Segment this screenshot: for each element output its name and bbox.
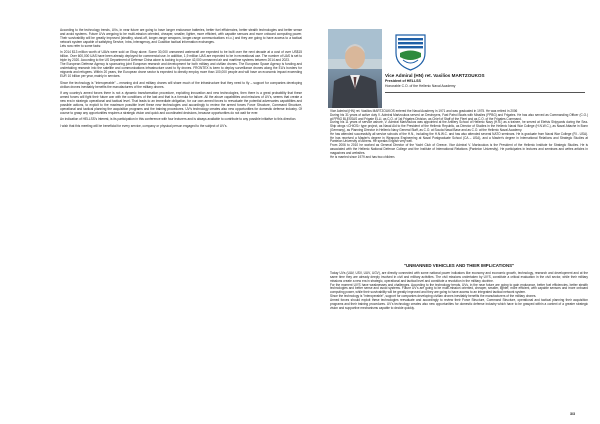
bio-affiliation: Honorable C.O. of the Hellenic Naval Academy (385, 84, 456, 88)
bio-paragraph: Vice Admiral (HN) ret. Vasilios MARTZOUKOS entered the Naval Academy in 1971 and was graduated in 1975. He was retired in 2006 During his 31 years of active duty V. Admiral Martzoukos served on Destroyers, Fast Patrol Boats with Missiles (FPBG) and Frigates. He has also served as Commanding Officer (C.O.) at FPBG BLESSAS and Frigate ELLI, as C.O. of 1st Frigates Division, as Chief of Staff of the Fleet and as C.O. of the Frigates Command. During his 11 years of service ashore, V. Admiral Martzoukos was appointed at the Artillery School of Hellenic Navy (H.N.) as a trainee, he served at Elefsis Shipyards during the Sea-Ship wings <CHIOS> type project, as Naval Aid to the President of the Hellenic Republic, as Director of Studies in the Hellenic Naval War College (H.N.W.C.), as Naval Attache in Bonn (Germany), as Planning Director in Hellenic Navy General Staff, as C.O. at Souda Naval Base and as C.O. at the Hellenic Naval Academy. He has attended successfully all service schools of the H.N., including the H.N.W.C. and has also attended several NATO seminars. He is graduate from Naval War College (RI - USA). He has received a Master's degree in Weapons Engineering at Naval Postgraduate School (CA – USA), and a Master's degree in International Relations and Strategic Studies at Panteion University of Athens. He speaks English very well. From 2006 to 2010 he worked as General Director of the Yacht Club of Greece. Vice Admiral V. Martzoukos is the President of the Hellenic Institute for Strategic Studies. He is associated with the Hellenic National Defence College and the Institute of International Relations (Panteion University). He participates in lectures and seminars and writes articles in magazines and websites. He is married since 1979 and has two children. (330, 109, 588, 159)
portrait-illustration (328, 29, 382, 108)
left-paragraph-2: In 2014 $13 million worth of UAVs were sold on Ebay alone. Some 30,000 unmanned watercraft are expected to be built over the next decade at a cost of over US$15 billion. Over 600,000 UAS have been already deployed for commercial use. In addition, 1,9 million UAS are expected to be in recreational use. The number of UAS is set to triple by 2020. According to the US Department of Defense China alone is looking to produce 42,000 unmanned air and maritime systems between 2014 and 2023. The European Defense Agency is sponsoring joint European research and development for both military and civilian drones. The European Space Agency is funding and undertaking research into the satellite and communications infrastructure used to fly drones. FRONTEX is keen to deploy surveillance drones along the EU's borders for migrants and refugees. Within 20 years, the European drone sector is expected to directly employ more than 100,000 people and will have an economic impact exceeding EUR 10 billion per year, mainly in services. (60, 50, 302, 79)
article-title: "UNMANNED VEHICLES AND THEIR IMPLICATIONS" (403, 263, 515, 268)
left-paragraph-1: According to the technology trends, UVs, in near future are going to have longer endurance batteries, better fuel efficiencies, better stealth technologies and better sense and avoid systems. Future UVs aregoing to be multi-mission oriented, cheaper, smaller, lighter, more efficient, with capable sensors and more onboard computing power. Their survivability will be greatly improved (stealthy, stand-off, longer-range weapons, longer-range communications e.t.c.) and they are going to have access to a tactical network system capable of satisfying Service, Intra, Interagency, and Coalition tactical information exchanges. Lets now refer to some facts: (60, 28, 302, 48)
left-column (60, 29, 302, 132)
bio-divider (385, 92, 585, 93)
bio-text (330, 110, 588, 162)
left-paragraph-4: If any country's armed forces there is not a dynamic transformation procedure, exploiting innovation and new technologies, then there is a great probability that these armed forces will fight their future war with the conditions of the last and that is a formula for failure. All the above capabilities and missions of UV's, seems that create a new era in strategic operational and tactical level. That leads to an immediate obligation, for our own armed forces to reevaluate the potential adversaries capabilities and possible actions, to exploit to the maximum possible level these new technologies and accordingly to review the armed forces Force Structure, Command Structure, operational and tactical planning the acquisition programs and the training procedures. UV's technology creates also new opportunities for domestic defense industry. Of course to grasp any opportunities requires a strategic vision and quick and coordinated decisions, because opportunities do not wait for ever. (60, 91, 302, 115)
article-paragraph: Today UVs (UAV, USV, UUV, UGV), are directly connected with some national power indicators like economy and economic growth, technology, research and development and at the same time they are already deeply involved in civil and military activities. The civil missions undertaken by UV'S, constitute a critical evaluation in the civil sector, while their military missions create a new era in strategic, operational and tactical level and constitute a revolution in the military doctrine. For the moment UV'S have weaknesses and challenges. According to the technology trends, UVs, in the near future are going to gain endurance, better fuel efficiencies, better stealth technologies and better sense and avoid systems. Future UV's are going to be multi-mission oriented, cheaper, smaller, lighter, more efficient, with capable sensors and more onboard computing power, while their survivability will be greatly improved and they are going to have access to an integrated tactical network system. Since the technology is "interoperable", support for companies developing civilian drones inevitably benefits the manufacturers of the military drones. Armed forces should exploit these technologies reevaluate and accordingly to review their Force Structure, Command Structure, operational and tactical planning their acquisition programs and their training procedures. UV's technology creates also new opportunities for domestic defense industry which have to be grasped within a context of a greater strategic vision and supportive mechanisms capable to decide quickly. (330, 271, 588, 310)
bio-header (385, 73, 585, 89)
hellss-shield-logo-icon (394, 33, 427, 71)
article-body (330, 272, 588, 313)
speaker-portrait-photo (328, 29, 382, 108)
left-paragraph-6: I wish that this meeting will be beneficial for every service, company or physical person engaged to the subject of UV's. (60, 123, 228, 128)
bio-name: Vice Admiral (HN) ret. Vasilios MARTZOUKOS (385, 73, 485, 78)
page-number: 3/3 (570, 412, 575, 416)
left-paragraph-5: An indication of HELLSS's interest, is its participation in this conference with four lecturers and is always available to contribute to any possible initiative to this direction. (60, 117, 297, 122)
bio-title: President of HELLSS (385, 79, 421, 83)
left-paragraph-3: Since the technology is "interoperable" – meaning civil and military drones will share much of the infrastructure that they need to fly – support for companies developing civilian drones inevitably benefits the manufacturers of the military drones. (60, 80, 302, 89)
